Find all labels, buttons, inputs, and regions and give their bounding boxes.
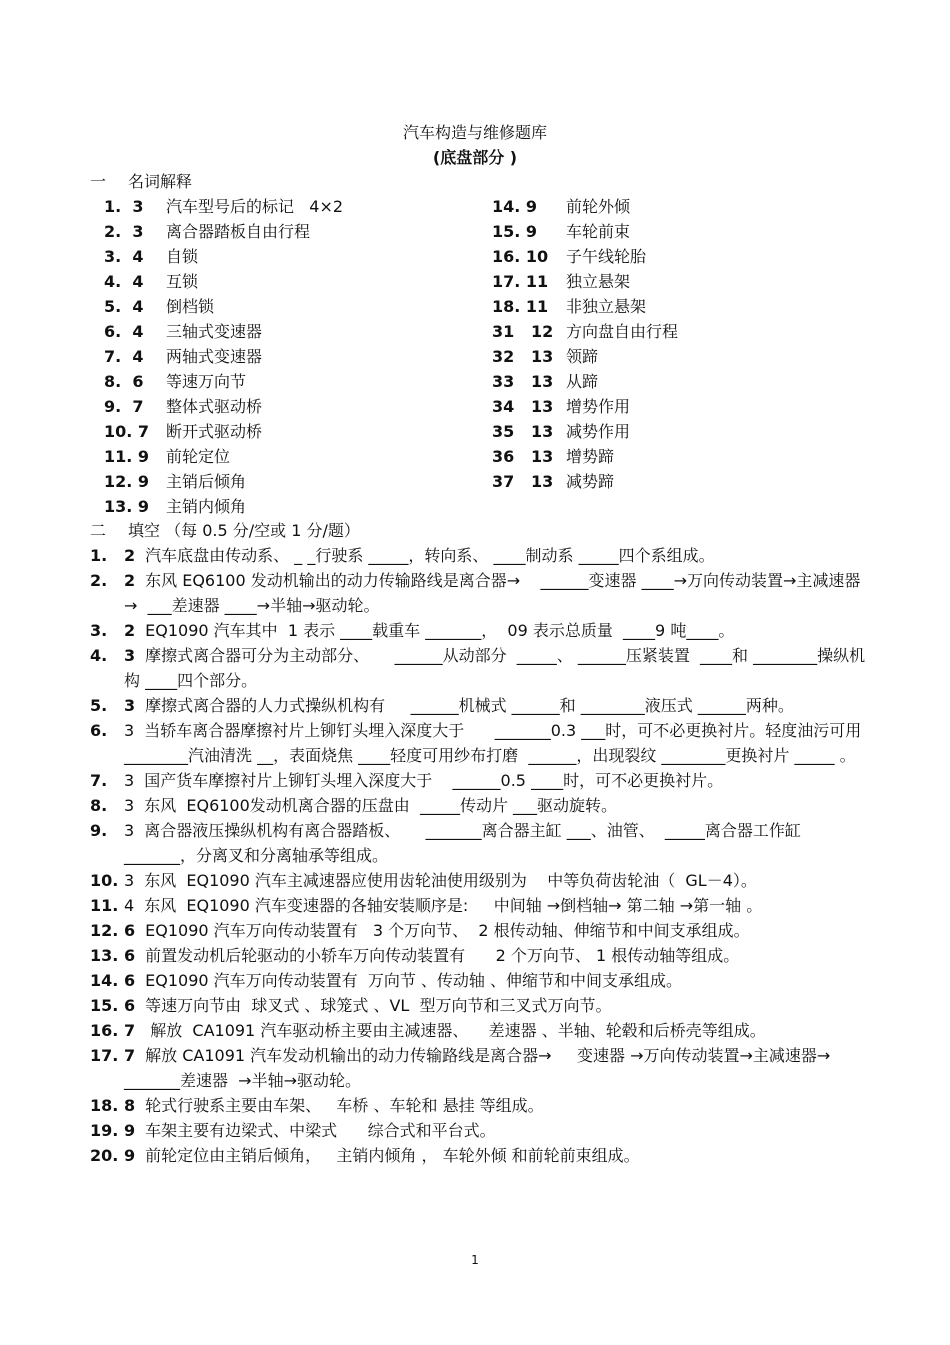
question-item	[90, 643, 870, 693]
term-text: 断开式驱动桥	[166, 422, 263, 441]
term-number: 32 13	[492, 347, 554, 366]
question-item	[90, 918, 870, 943]
question-body	[124, 1043, 870, 1093]
question-number: 10.	[90, 871, 119, 890]
question-points: 6	[124, 971, 136, 990]
question-body	[124, 1143, 870, 1168]
term-item	[104, 344, 343, 369]
term-item	[492, 344, 678, 369]
question-number: 3.	[90, 621, 108, 640]
question-body	[124, 1093, 870, 1118]
question-points: 3	[124, 646, 136, 665]
term-item	[104, 494, 343, 519]
term-text: 整体式驱动桥	[166, 397, 263, 416]
question-text: 摩擦式离合器的人力式操纵机构有 ______机械式 ______和 ________液压式 ______两种。	[145, 696, 794, 715]
question-text: EQ1090 汽车万向传动装置有 万向节 、传动轴 、伸缩节和中间支承组成。	[145, 971, 682, 990]
question-item	[90, 868, 870, 893]
term-item	[492, 294, 678, 319]
term-number: 2. 3	[104, 222, 144, 241]
question-number: 7.	[90, 771, 108, 790]
question-item	[90, 893, 870, 918]
term-item	[104, 219, 343, 244]
question-points: 6	[124, 946, 136, 965]
question-points: 7	[124, 1021, 136, 1040]
term-number: 18. 11	[492, 297, 549, 316]
terms-list-left	[104, 194, 343, 519]
document-subtitle: (底盘部分 )	[432, 148, 518, 167]
term-text: 子午线轮胎	[566, 247, 647, 266]
term-number: 14. 9	[492, 197, 538, 216]
term-text: 增势蹄	[566, 447, 615, 466]
question-text: 东风 EQ1090 汽车主减速器应使用齿轮油使用级别为 中等负荷齿轮油（ GL－4）。	[144, 871, 757, 890]
question-text: 汽车底盘由传动系、 _ _行驶系 _____，转向系、 ____制动系 _____四个系组成。	[145, 546, 715, 565]
question-number: 17.	[90, 1046, 119, 1065]
question-body	[124, 718, 870, 768]
term-number: 34 13	[492, 397, 554, 416]
question-text: 解放 CA1091 汽车驱动桥主要由主减速器、 差速器 、半轴、轮毂和后桥壳等组成。	[145, 1021, 766, 1040]
term-text: 车轮前束	[566, 222, 631, 241]
question-text: 离合器液压操纵机构有离合器踏板、 _______离合器主缸 ___、油管、 _____离合器工作缸 _______，分离叉和分离轴承等组成。	[124, 821, 806, 865]
question-item	[90, 1093, 870, 1118]
question-item	[90, 993, 870, 1018]
question-body	[124, 1018, 870, 1043]
term-text: 非独立悬架	[566, 297, 647, 316]
term-number: 8. 6	[104, 372, 144, 391]
term-item	[104, 369, 343, 394]
term-text: 两轴式变速器	[166, 347, 263, 366]
term-item	[492, 194, 678, 219]
question-points: 3	[124, 696, 136, 715]
question-text: 前轮定位由主销后倾角， 主销内倾角 ， 车轮外倾 和前轮前束组成。	[145, 1146, 640, 1165]
term-text: 互锁	[166, 272, 199, 291]
term-item	[104, 419, 343, 444]
question-text: 当轿车离合器摩擦衬片上铆钉头埋入深度大于 _______0.3 ___时，可不必更换衬片。轻度油污可用 ________汽油清洗 __，表面烧焦 ____轻度可用纱布打磨 ______，出现裂纹 ________更换衬片 _____ 。	[124, 721, 867, 765]
question-text: 轮式行驶系主要由车架、 车桥 、车轮和 悬挂 等组成。	[145, 1096, 544, 1115]
question-text: 东风 EQ6100 发动机输出的动力传输路线是离合器→ ______变速器 ____→万向传动装置→主减速器→ ___差速器 ____→半轴→驱动轮。	[124, 571, 861, 615]
question-text: 东风 EQ6100发动机离合器的压盘由 _____传动片 ___驱动旋转。	[144, 796, 618, 815]
question-points: 3	[124, 871, 135, 890]
question-number: 11.	[90, 896, 119, 915]
page-number: 1	[471, 1253, 479, 1267]
term-item	[104, 394, 343, 419]
term-number: 5. 4	[104, 297, 144, 316]
question-number: 16.	[90, 1021, 119, 1040]
question-body	[124, 543, 870, 568]
term-number: 1. 3	[104, 197, 144, 216]
term-text: 自锁	[166, 247, 199, 266]
question-points: 9	[124, 1121, 136, 1140]
question-item	[90, 818, 870, 868]
term-text: 从蹄	[566, 372, 599, 391]
term-text: 离合器踏板自由行程	[166, 222, 311, 241]
section-label: 填空 （每 0.5 分/空或 1 分/题）	[128, 521, 360, 540]
section-heading-terms	[90, 169, 192, 192]
question-text: EQ1090 汽车其中 1 表示 ____载重车 _______， 09 表示总质量 ____9 吨____。	[145, 621, 735, 640]
question-body	[124, 943, 870, 968]
question-item	[90, 943, 870, 968]
term-text: 倒档锁	[166, 297, 215, 316]
question-number: 20.	[90, 1146, 119, 1165]
term-number: 36 13	[492, 447, 554, 466]
term-text: 汽车型号后的标记 4×2	[166, 197, 344, 216]
question-item	[90, 768, 870, 793]
question-points: 4	[124, 896, 135, 915]
question-body	[124, 968, 870, 993]
term-item	[492, 444, 678, 469]
question-number: 8.	[90, 796, 108, 815]
term-number: 33 13	[492, 372, 554, 391]
term-item	[104, 194, 343, 219]
question-points: 3	[124, 771, 135, 790]
term-item	[104, 444, 343, 469]
question-item	[90, 1018, 870, 1043]
section-number: 二	[90, 521, 107, 540]
question-item	[90, 693, 870, 718]
term-number: 3. 4	[104, 247, 144, 266]
term-number: 16. 10	[492, 247, 549, 266]
question-points: 9	[124, 1146, 136, 1165]
term-item	[492, 394, 678, 419]
term-text: 领蹄	[566, 347, 599, 366]
question-points: 6	[124, 921, 136, 940]
term-number: 6. 4	[104, 322, 144, 341]
section-heading-fill-blank	[90, 518, 360, 541]
question-number: 1.	[90, 546, 108, 565]
term-item	[492, 269, 678, 294]
question-text: EQ1090 汽车万向传动装置有 3 个万向节、 2 根传动轴、伸缩节和中间支承组成。	[145, 921, 750, 940]
term-item	[492, 319, 678, 344]
question-points: 3	[124, 821, 135, 840]
question-text: 国产货车摩擦衬片上铆钉头埋入深度大于 ______0.5 ____时，可不必更换衬片。	[144, 771, 724, 790]
term-number: 37 13	[492, 472, 554, 491]
question-points: 2	[124, 571, 136, 590]
term-number: 7. 4	[104, 347, 144, 366]
question-number: 14.	[90, 971, 119, 990]
term-number: 17. 11	[492, 272, 549, 291]
question-points: 2	[124, 621, 136, 640]
question-body	[124, 893, 870, 918]
term-text: 方向盘自由行程	[566, 322, 679, 341]
section-label: 名词解释	[128, 172, 193, 191]
question-item	[90, 718, 870, 768]
question-points: 2	[124, 546, 136, 565]
term-number: 31 12	[492, 322, 554, 341]
term-text: 主销后倾角	[166, 472, 247, 491]
term-item	[492, 369, 678, 394]
term-number: 35 13	[492, 422, 554, 441]
term-item	[492, 419, 678, 444]
term-item	[492, 469, 678, 494]
term-item	[104, 319, 343, 344]
question-body	[124, 618, 870, 643]
term-text: 等速万向节	[166, 372, 247, 391]
term-item	[104, 294, 343, 319]
term-number: 12. 9	[104, 472, 150, 491]
question-number: 9.	[90, 821, 108, 840]
terms-list-right	[492, 194, 678, 494]
term-text: 增势作用	[566, 397, 631, 416]
question-body	[124, 768, 870, 793]
question-number: 5.	[90, 696, 108, 715]
term-number: 11. 9	[104, 447, 150, 466]
question-points: 7	[124, 1046, 136, 1065]
question-item	[90, 793, 870, 818]
term-text: 主销内倾角	[166, 497, 247, 516]
question-number: 4.	[90, 646, 108, 665]
question-points: 6	[124, 996, 136, 1015]
term-item	[104, 269, 343, 294]
term-text: 前轮外倾	[566, 197, 631, 216]
question-number: 18.	[90, 1096, 119, 1115]
question-points: 3	[124, 721, 135, 740]
term-number: 13. 9	[104, 497, 150, 516]
question-text: 前置发动机后轮驱动的小轿车万向传动装置有 2 个万向节、 1 根传动轴等组成。	[145, 946, 740, 965]
term-number: 10. 7	[104, 422, 150, 441]
term-text: 减势作用	[566, 422, 631, 441]
question-body	[124, 568, 870, 618]
question-text: 摩擦式离合器可分为主动部分、 ______从动部分 _____、 ______压紧装置 ____和 ________操纵机构 ____四个部分。	[124, 646, 866, 690]
question-points: 3	[124, 796, 135, 815]
term-item	[104, 469, 343, 494]
term-number: 15. 9	[492, 222, 538, 241]
term-item	[492, 244, 678, 269]
question-text: 车架主要有边梁式、中梁式 综合式和平台式。	[145, 1121, 496, 1140]
question-body	[124, 993, 870, 1018]
question-body	[124, 693, 870, 718]
question-text: 等速万向节由 球叉式 、球笼式 、VL 型万向节和三叉式万向节。	[145, 996, 612, 1015]
question-item	[90, 1143, 870, 1168]
question-body	[124, 1118, 870, 1143]
question-item	[90, 543, 870, 568]
question-item	[90, 968, 870, 993]
term-number: 4. 4	[104, 272, 144, 291]
question-body	[124, 918, 870, 943]
term-item	[492, 219, 678, 244]
question-number: 19.	[90, 1121, 119, 1140]
question-item	[90, 568, 870, 618]
question-list	[90, 543, 870, 1168]
section-number: 一	[90, 172, 107, 191]
question-item	[90, 618, 870, 643]
question-number: 12.	[90, 921, 119, 940]
question-points: 8	[124, 1096, 136, 1115]
question-body	[124, 793, 870, 818]
term-text: 前轮定位	[166, 447, 231, 466]
question-body	[124, 818, 870, 868]
term-text: 独立悬架	[566, 272, 631, 291]
question-number: 2.	[90, 571, 108, 590]
question-item	[90, 1043, 870, 1093]
question-body	[124, 868, 870, 893]
question-text: 东风 EQ1090 汽车变速器的各轴安装顺序是: 中间轴 →倒档轴→ 第二轴 →第一轴 。	[144, 896, 763, 915]
question-number: 15.	[90, 996, 119, 1015]
term-text: 减势蹄	[566, 472, 615, 491]
question-number: 6.	[90, 721, 108, 740]
question-text: 解放 CA1091 汽车发动机输出的动力传输路线是离合器→ 变速器 →万向传动装置→主减速器→ _______差速器 →半轴→驱动轮。	[124, 1046, 836, 1090]
question-body	[124, 643, 870, 693]
question-number: 13.	[90, 946, 119, 965]
term-text: 三轴式变速器	[166, 322, 263, 341]
term-number: 9. 7	[104, 397, 144, 416]
term-item	[104, 244, 343, 269]
document-title: 汽车构造与维修题库	[402, 123, 547, 142]
question-item	[90, 1118, 870, 1143]
